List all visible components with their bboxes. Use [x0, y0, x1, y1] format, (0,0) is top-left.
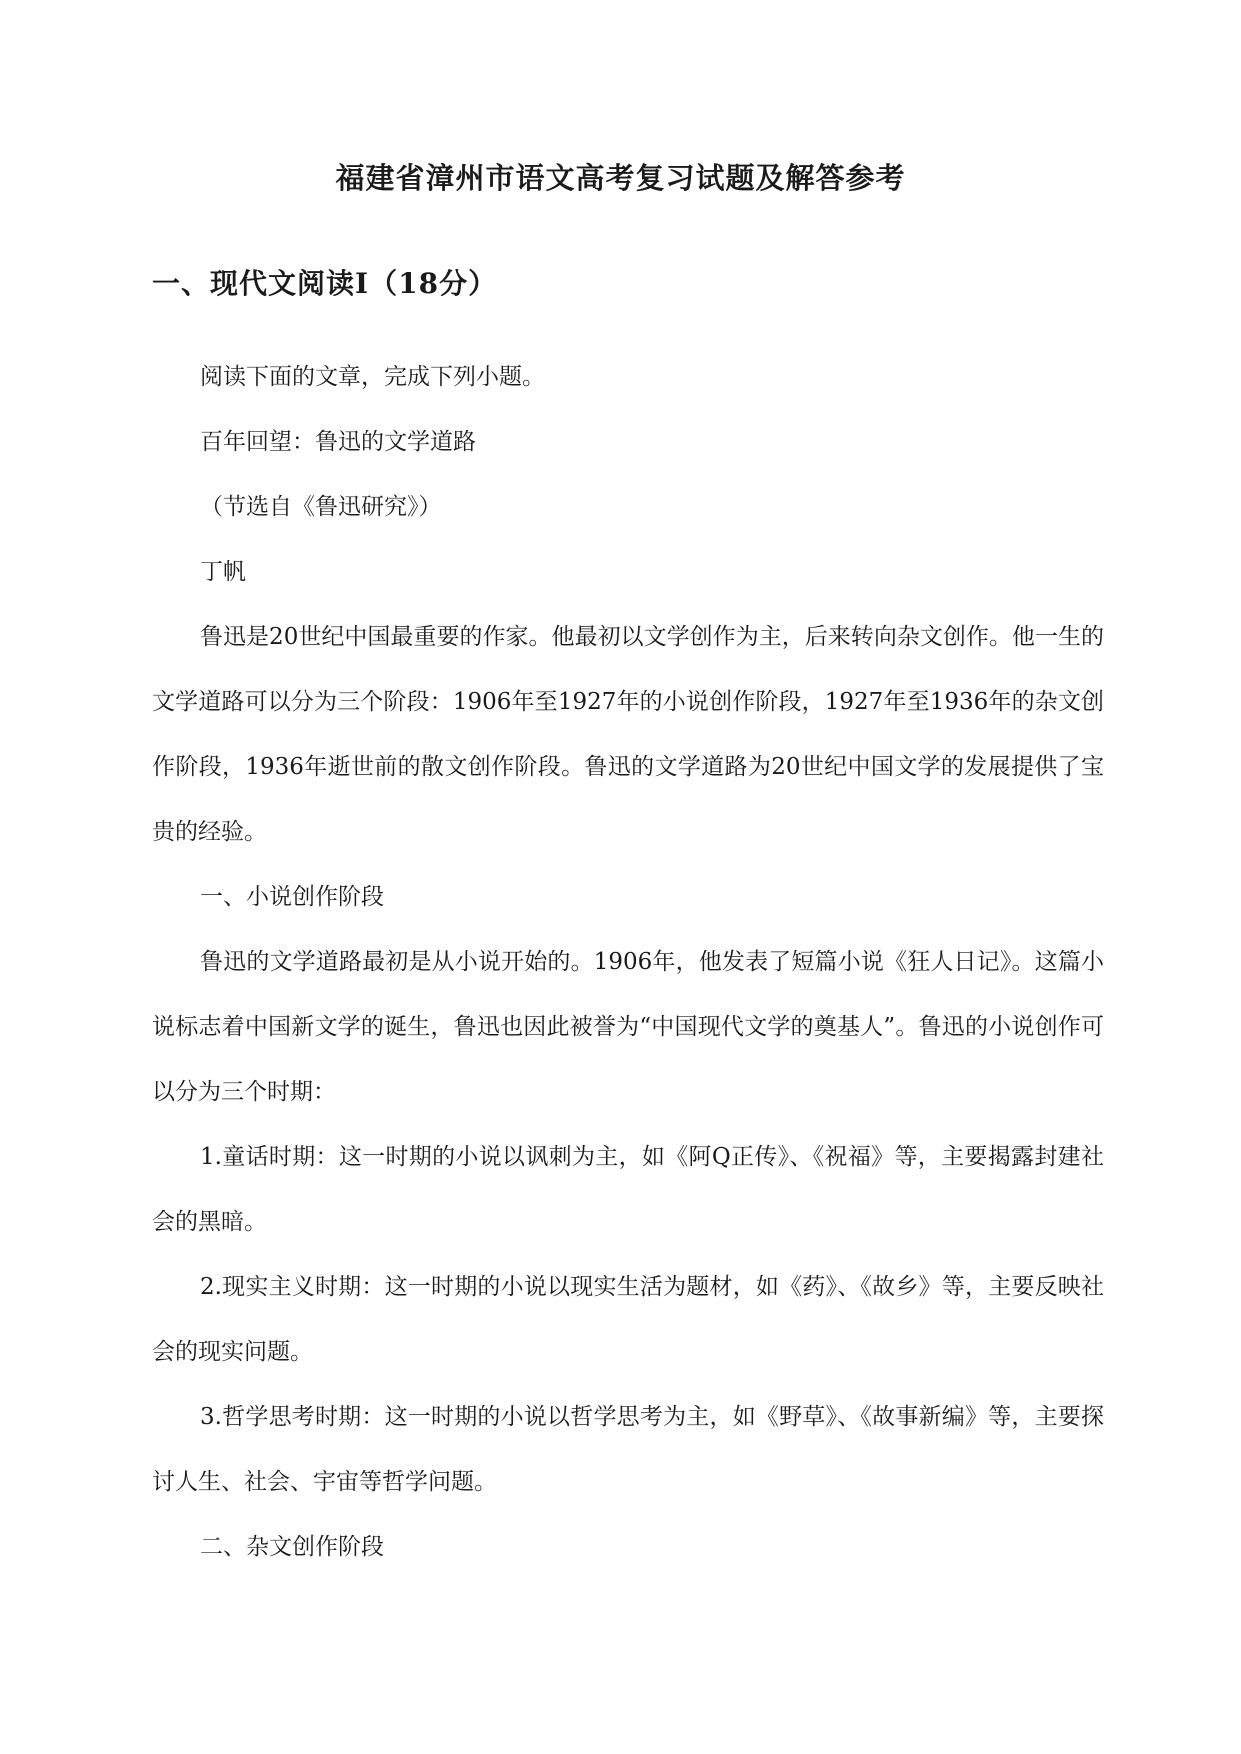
- list-item: 2.现实主义时期：这一时期的小说以现实生活为题材，如《药》、《故乡》等，主要反映社会的现实问题。: [152, 1274, 1104, 1365]
- subsection-heading: 二、杂文创作阶段: [200, 1534, 384, 1560]
- subsection-heading: 一、小说创作阶段: [200, 884, 384, 910]
- instruction-paragraph: 阅读下面的文章，完成下列小题。: [200, 364, 545, 390]
- section-heading: 一、现代文阅读Ⅰ（18分）: [152, 267, 498, 300]
- list-item: 1.童话时期：这一时期的小说以讽刺为主，如《阿Q正传》、《祝福》等，主要揭露封建社会的黑暗。: [152, 1144, 1104, 1235]
- article-body: [152, 345, 1104, 1580]
- article-source: （节选自《鲁迅研究》）: [200, 494, 442, 520]
- body-paragraph: 鲁迅是20世纪中国最重要的作家。他最初以文学创作为主，后来转向杂文创作。他一生的文学道路可以分为三个阶段：1906年至1927年的小说创作阶段，1927年至1936年的杂文创作阶段，1936年逝世前的散文创作阶段。鲁迅的文学道路为20世纪中国文学的发展提供了宝贵的经验。: [152, 624, 1104, 845]
- document-title: 福建省漳州市语文高考复习试题及解答参考: [335, 161, 906, 195]
- article-title: 百年回望：鲁迅的文学道路: [200, 429, 476, 455]
- body-paragraph: 鲁迅的文学道路最初是从小说开始的。1906年，他发表了短篇小说《狂人日记》。这篇小说标志着中国新文学的诞生，鲁迅也因此被誉为“中国现代文学的奠基人”。鲁迅的小说创作可以分为三个时期：: [152, 949, 1104, 1105]
- list-item: 3.哲学思考时期：这一时期的小说以哲学思考为主，如《野草》、《故事新编》等，主要探讨人生、社会、宇宙等哲学问题。: [152, 1404, 1104, 1495]
- article-author: 丁帆: [200, 559, 246, 585]
